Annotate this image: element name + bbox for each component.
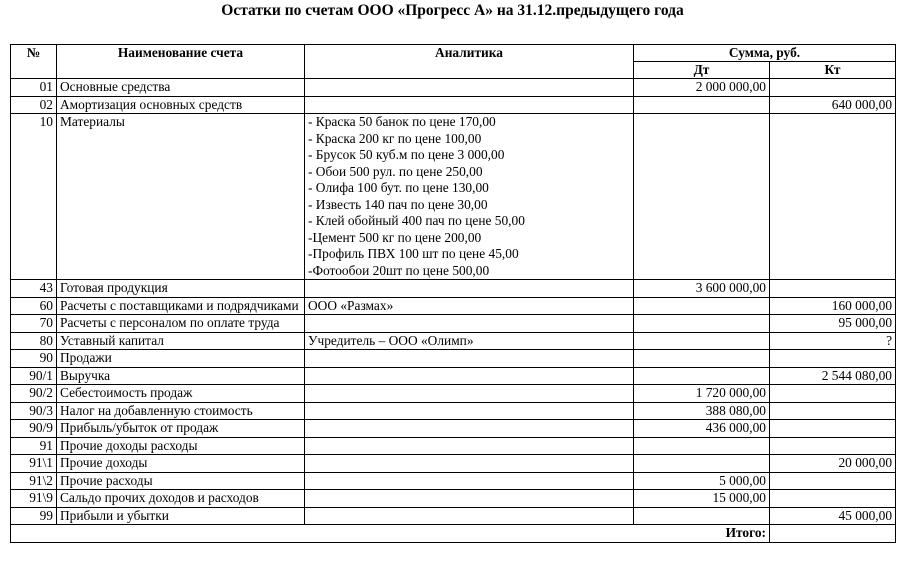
table-row xyxy=(11,507,896,525)
credit-amount: 640 000,00 xyxy=(770,96,896,114)
credit-amount xyxy=(770,402,896,420)
account-name: Прочие расходы xyxy=(57,472,305,490)
account-number: 91\1 xyxy=(11,455,57,473)
analytics-line: ООО «Размах» xyxy=(308,297,394,313)
account-analytics xyxy=(305,455,634,473)
table-row xyxy=(11,350,896,368)
account-analytics xyxy=(305,79,634,97)
credit-amount xyxy=(770,472,896,490)
debit-amount xyxy=(634,96,770,114)
debit-amount xyxy=(634,367,770,385)
account-analytics xyxy=(305,420,634,438)
account-analytics xyxy=(305,315,634,333)
account-number: 91 xyxy=(11,437,57,455)
account-name: Продажи xyxy=(57,350,305,368)
table-row xyxy=(11,96,896,114)
credit-amount xyxy=(770,114,896,280)
account-analytics xyxy=(305,350,634,368)
account-number: 10 xyxy=(11,114,57,280)
credit-amount xyxy=(770,79,896,97)
account-analytics xyxy=(305,472,634,490)
table-row xyxy=(11,79,896,97)
table-body xyxy=(11,79,896,525)
debit-amount xyxy=(634,455,770,473)
account-analytics xyxy=(305,280,634,298)
account-number: 90/2 xyxy=(11,385,57,403)
credit-amount: 160 000,00 xyxy=(770,297,896,315)
account-name: Прибыль/убыток от продаж xyxy=(57,420,305,438)
account-number: 80 xyxy=(11,332,57,350)
account-analytics xyxy=(305,297,634,315)
table-row xyxy=(11,280,896,298)
total-row xyxy=(11,525,896,543)
table-row xyxy=(11,385,896,403)
table-row xyxy=(11,490,896,508)
analytics-line: -Профиль ПВХ 100 шт по цене 45,00 xyxy=(308,246,519,261)
debit-amount: 15 000,00 xyxy=(634,490,770,508)
credit-amount xyxy=(770,385,896,403)
credit-amount xyxy=(770,420,896,438)
analytics-line: - Олифа 100 бут. по цене 130,00 xyxy=(308,180,489,195)
table-row xyxy=(11,315,896,333)
header-row xyxy=(11,45,896,62)
credit-amount xyxy=(770,350,896,368)
debit-amount xyxy=(634,507,770,525)
credit-amount xyxy=(770,280,896,298)
table-row xyxy=(11,367,896,385)
account-name: Материалы xyxy=(57,114,305,280)
balances-table xyxy=(10,44,896,543)
analytics-line: -Фотообои 20шт по цене 500,00 xyxy=(308,262,490,278)
account-name: Расчеты с персоналом по оплате труда xyxy=(57,315,305,333)
debit-amount: 388 080,00 xyxy=(634,402,770,420)
account-number: 90 xyxy=(11,350,57,368)
credit-amount xyxy=(770,437,896,455)
table-row xyxy=(11,114,896,280)
header-analytics: Аналитика xyxy=(305,45,634,79)
debit-amount xyxy=(634,315,770,333)
credit-amount: ? xyxy=(770,332,896,350)
table-row xyxy=(11,472,896,490)
account-name: Уставный капитал xyxy=(57,332,305,350)
analytics-line: - Обои 500 рул. по цене 250,00 xyxy=(308,163,483,179)
table-row xyxy=(11,455,896,473)
account-name: Прочие доходы xyxy=(57,455,305,473)
table-row xyxy=(11,420,896,438)
account-analytics xyxy=(305,385,634,403)
credit-amount: 95 000,00 xyxy=(770,315,896,333)
analytics-line: - Брусок 50 куб.м по цене 3 000,00 xyxy=(308,147,505,162)
total-label: Итого: xyxy=(11,525,770,543)
account-number: 60 xyxy=(11,297,57,315)
account-number: 99 xyxy=(11,507,57,525)
account-number: 02 xyxy=(11,96,57,114)
table-row xyxy=(11,437,896,455)
table-row xyxy=(11,297,896,315)
debit-amount: 3 600 000,00 xyxy=(634,280,770,298)
account-name: Расчеты с поставщиками и подрядчиками xyxy=(57,297,305,315)
account-number: 90/1 xyxy=(11,367,57,385)
account-number: 01 xyxy=(11,79,57,97)
total-credit xyxy=(770,525,896,543)
credit-amount xyxy=(770,490,896,508)
analytics-line: - Известь 140 пач по цене 30,00 xyxy=(308,196,488,212)
analytics-line: -Цемент 500 кг по цене 200,00 xyxy=(308,229,482,245)
header-number: № xyxy=(11,45,57,79)
debit-amount xyxy=(634,332,770,350)
account-name: Основные средства xyxy=(57,79,305,97)
header-credit: Кт xyxy=(770,62,896,79)
account-analytics xyxy=(305,507,634,525)
account-analytics xyxy=(305,332,634,350)
header-debit: Дт xyxy=(634,62,770,79)
account-analytics xyxy=(305,367,634,385)
debit-amount xyxy=(634,350,770,368)
account-number: 90/3 xyxy=(11,402,57,420)
account-name: Сальдо прочих доходов и расходов xyxy=(57,490,305,508)
analytics-line: Учредитель – ООО «Олимп» xyxy=(308,332,474,348)
account-name: Выручка xyxy=(57,367,305,385)
debit-amount xyxy=(634,437,770,455)
account-number: 90/9 xyxy=(11,420,57,438)
analytics-line: - Клей обойный 400 пач по цене 50,00 xyxy=(308,213,525,228)
account-name: Прибыли и убытки xyxy=(57,507,305,525)
credit-amount: 45 000,00 xyxy=(770,507,896,525)
analytics-line: - Краска 50 банок по цене 170,00 xyxy=(308,114,496,129)
analytics-line: - Краска 200 кг по цене 100,00 xyxy=(308,130,482,146)
account-name: Готовая продукция xyxy=(57,280,305,298)
account-number: 43 xyxy=(11,280,57,298)
header-sum: Сумма, руб. xyxy=(634,45,896,62)
account-name: Амортизация основных средств xyxy=(57,96,305,114)
page-title: Остатки по счетам ООО «Прогресс А» на 31.12.предыдущего года xyxy=(221,2,684,19)
account-name: Себестоимость продаж xyxy=(57,385,305,403)
account-number: 91\9 xyxy=(11,490,57,508)
debit-amount: 436 000,00 xyxy=(634,420,770,438)
account-number: 70 xyxy=(11,315,57,333)
debit-amount xyxy=(634,114,770,280)
table-row xyxy=(11,402,896,420)
account-name: Прочие доходы расходы xyxy=(57,437,305,455)
debit-amount xyxy=(634,297,770,315)
debit-amount: 5 000,00 xyxy=(634,472,770,490)
account-analytics xyxy=(305,114,634,280)
account-analytics xyxy=(305,402,634,420)
debit-amount: 2 000 000,00 xyxy=(634,79,770,97)
account-number: 91\2 xyxy=(11,472,57,490)
credit-amount: 2 544 080,00 xyxy=(770,367,896,385)
account-analytics xyxy=(305,437,634,455)
account-name: Налог на добавленную стоимость xyxy=(57,402,305,420)
credit-amount: 20 000,00 xyxy=(770,455,896,473)
header-account-name: Наименование счета xyxy=(57,45,305,79)
table-row xyxy=(11,332,896,350)
account-analytics xyxy=(305,490,634,508)
debit-amount: 1 720 000,00 xyxy=(634,385,770,403)
account-analytics xyxy=(305,96,634,114)
